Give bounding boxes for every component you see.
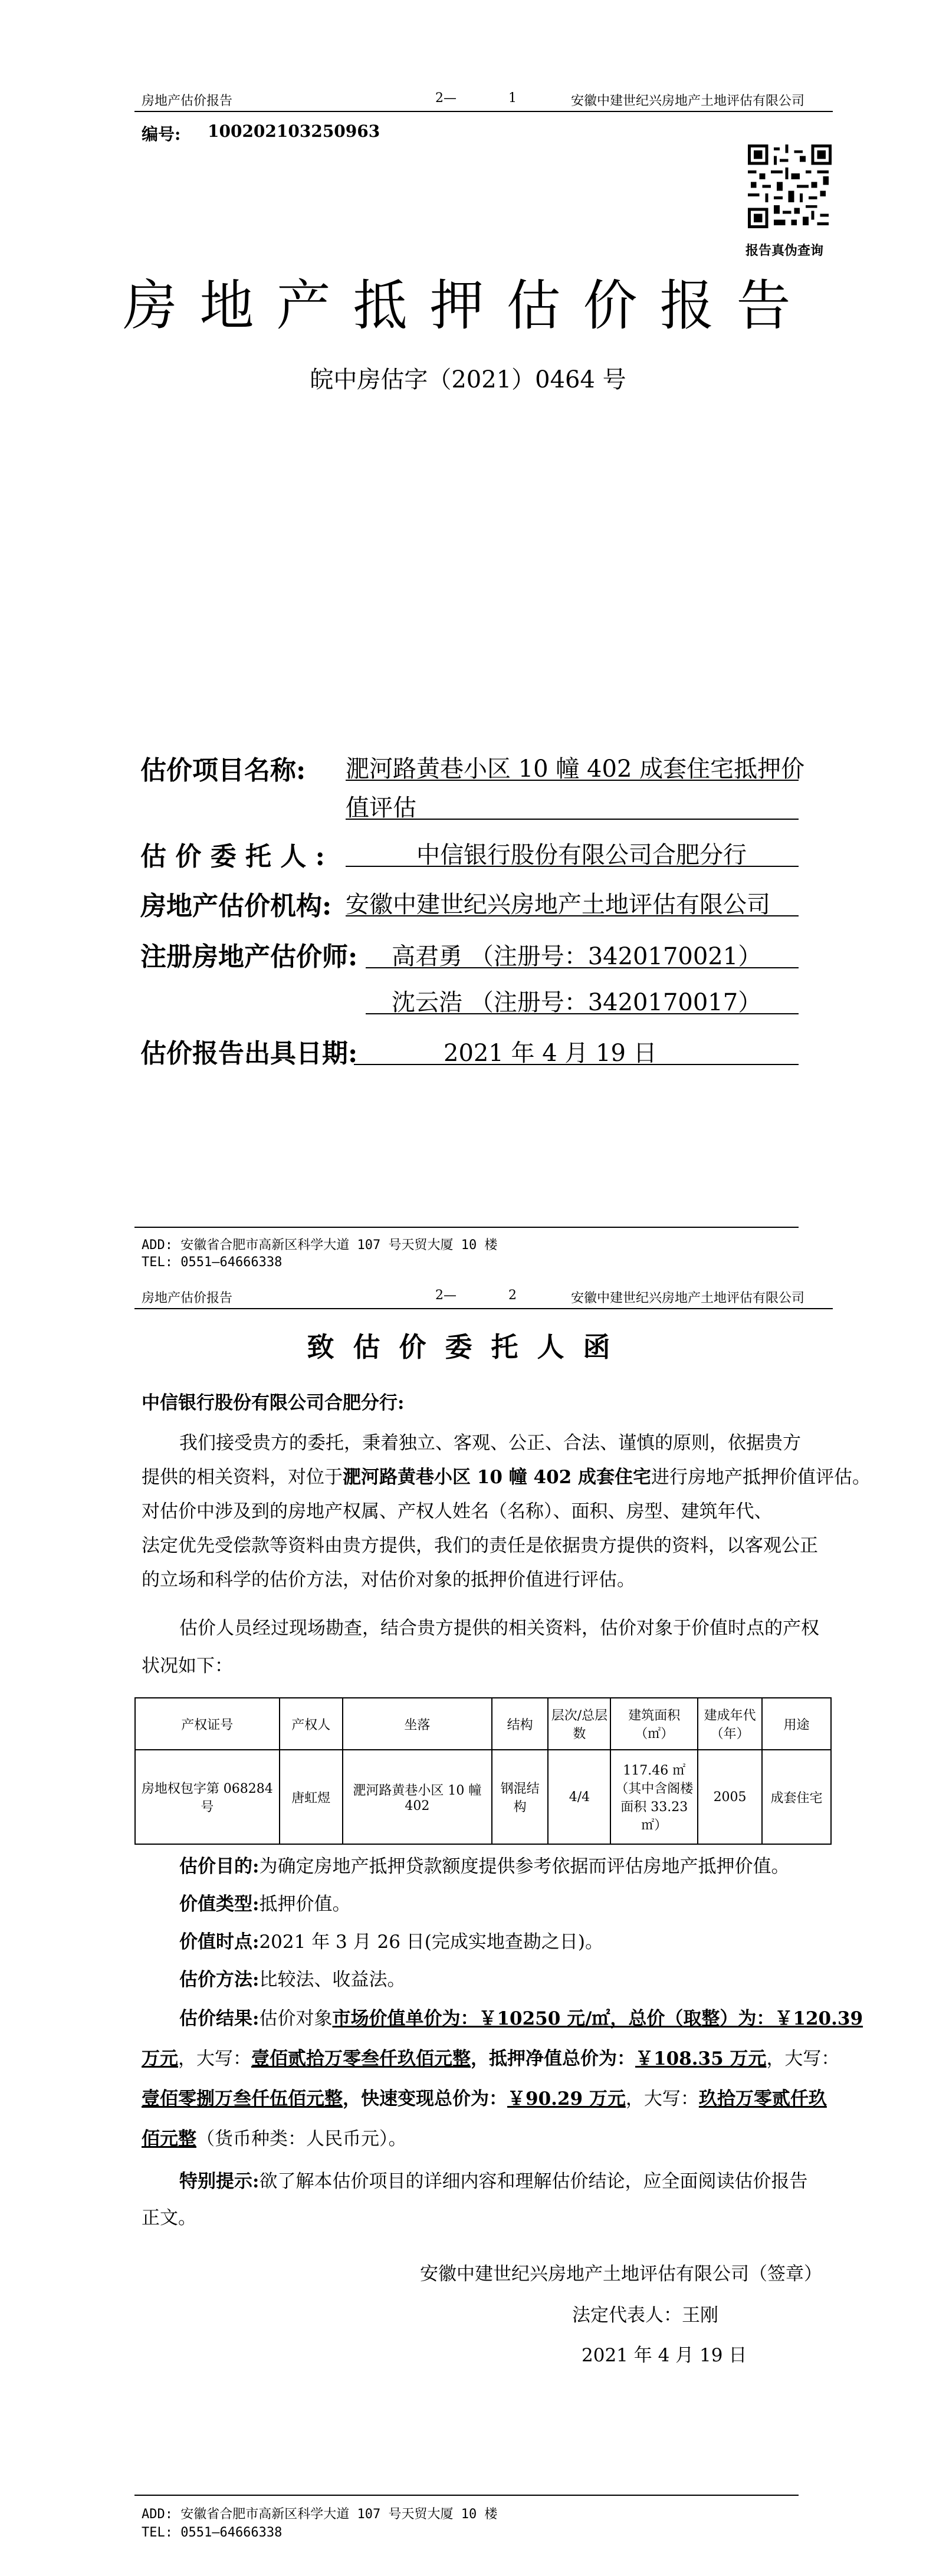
net-value-label: ，抵押净值总价为： xyxy=(471,2048,635,2069)
table-header: 建成年代（年） xyxy=(698,1698,762,1750)
market-value: 市场价值单价为：￥10250 元/㎡，总价（取整）为：￥120.39 xyxy=(332,2008,863,2029)
date-label: 估价报告出具日期: xyxy=(140,1039,358,1069)
property-address: 淝河路黄巷小区 10 幢 402 成套住宅 xyxy=(343,1467,652,1488)
signature-date: 2021 年 4 月 19 日 xyxy=(582,2345,747,2366)
appraiser-2: 沈云浩 （注册号：3420170017） xyxy=(392,989,762,1016)
market-value-unit: 万元 xyxy=(142,2048,178,2069)
table-cell: 117.46 ㎡（其中含阁楼面积 33.23 ㎡） xyxy=(610,1750,698,1844)
header-company: 安徽中建世纪兴房地产土地评估有限公司 xyxy=(571,94,805,109)
result-text: ，大写： xyxy=(766,2048,840,2069)
para1-line5: 的立场和科学的估价方法，对估价对象的抵押价值进行评估。 xyxy=(142,1569,635,1591)
client-underline xyxy=(346,866,799,867)
currency-note: （货币种类：人民币元）。 xyxy=(196,2128,407,2150)
footer-address: ADD: 安徽省合肥市高新区科学大道 107 号天贸大厦 10 楼 xyxy=(142,1238,498,1253)
result-line2 xyxy=(142,2042,839,2076)
letter-title: 致估价委托人函 xyxy=(307,1331,629,1363)
table-header: 产权人 xyxy=(280,1698,343,1750)
table-cell: 淝河路黄巷小区 10 幢 402 xyxy=(343,1750,492,1844)
project-value: 淝河路黄巷小区 10 幢 402 成套住宅抵押价 xyxy=(346,755,805,783)
type-value: 抵押价值。 xyxy=(259,1894,351,1915)
client-value: 中信银行股份有限公司合肥分行 xyxy=(416,842,747,869)
agency-value: 安徽中建世纪兴房地产土地评估有限公司 xyxy=(346,891,770,918)
para2-line2: 状况如下： xyxy=(142,1655,233,1677)
signature-company: 安徽中建世纪兴房地产土地评估有限公司（签章） xyxy=(420,2263,822,2285)
serial-label: 编号: xyxy=(142,124,181,144)
project-underline-2 xyxy=(346,819,799,820)
para1-line3: 对估价中涉及到的房地产权属、产权人姓名（名称）、面积、房型、建筑年代、 xyxy=(142,1501,773,1522)
table-header: 坐落 xyxy=(343,1698,492,1750)
date-underline xyxy=(354,1064,799,1065)
table-header: 用途 xyxy=(762,1698,831,1750)
notice-label: 特别提示: xyxy=(179,2171,260,2192)
header-page: 2— xyxy=(435,91,456,106)
notice-line1 xyxy=(179,2164,807,2199)
header-title: 房地产估价报告 xyxy=(142,94,233,109)
qr-caption: 报告真伪查询 xyxy=(745,243,824,258)
report-title: 房地产抵押估价报告 xyxy=(123,274,813,337)
footer-address: ADD: 安徽省合肥市高新区科学大道 107 号天贸大厦 10 楼 xyxy=(142,2507,498,2522)
header-title: 房地产估价报告 xyxy=(142,1291,233,1306)
footer-tel: TEL: 0551—64666338 xyxy=(142,2525,283,2540)
footer-rule xyxy=(134,2495,799,2496)
method-line xyxy=(179,1963,405,1997)
table-header: 结构 xyxy=(492,1698,549,1750)
table-cell: 成套住宅 xyxy=(762,1750,831,1844)
letter-addressee: 中信银行股份有限公司合肥分行: xyxy=(142,1392,405,1414)
result-text: ，大写： xyxy=(178,2048,251,2069)
footer-rule xyxy=(134,1227,799,1228)
para1-line4: 法定优先受偿款等资料由贵方提供，我们的责任是依据贵方提供的资料，以客观公正 xyxy=(142,1535,818,1556)
method-value: 比较法、收益法。 xyxy=(259,1969,406,1990)
table-cell: 钢混结构 xyxy=(492,1750,549,1844)
quick-sale-label: ，快速变现总价为： xyxy=(343,2088,507,2110)
header-company: 安徽中建世纪兴房地产土地评估有限公司 xyxy=(571,1291,805,1306)
notice-text: 欲了解本估价项目的详细内容和理解估价结论，应全面阅读估价报告 xyxy=(259,2171,808,2192)
method-label: 估价方法: xyxy=(179,1969,260,1990)
result-line1 xyxy=(179,2002,863,2036)
purpose-line xyxy=(179,1849,789,1884)
market-value-words: 壹佰贰拾万零叁仟玖佰元整 xyxy=(251,2048,471,2069)
notice-line2: 正文。 xyxy=(142,2207,196,2229)
header-rule xyxy=(134,1308,833,1309)
project-label: 估价项目名称: xyxy=(140,755,306,786)
purpose-label: 估价目的: xyxy=(179,1856,260,1877)
net-value-words: 壹佰零捌万叁仟伍佰元整 xyxy=(142,2088,343,2110)
header-rule xyxy=(134,111,833,112)
para2-line1: 估价人员经过现场勘查，结合贵方提供的相关资料，估价对象于价值时点的产权 xyxy=(179,1618,819,1639)
client-label: 估 价 委 托 人 : xyxy=(140,842,325,872)
time-value: 2021 年 3 月 26 日(完成实地查勘之日)。 xyxy=(259,1931,603,1953)
project-value-cont: 值评估 xyxy=(346,794,416,822)
para1-line1: 我们接受贵方的委托，秉着独立、客观、公正、合法、谨慎的原则，依据贵方 xyxy=(179,1432,801,1454)
result-text: 估价对象 xyxy=(259,2008,333,2029)
result-label: 估价结果: xyxy=(179,2008,260,2029)
legal-representative: 法定代表人：王刚 xyxy=(572,2305,718,2326)
header-page-number: 1 xyxy=(508,91,517,106)
result-text: ，大写： xyxy=(625,2088,699,2110)
footer-tel: TEL: 0551—64666338 xyxy=(142,1255,283,1270)
para1-line2-pre: 提供的相关资料，对位于 xyxy=(142,1467,343,1488)
appraiser-underline-1 xyxy=(366,967,799,968)
result-line3 xyxy=(142,2082,827,2116)
result-line4 xyxy=(142,2122,407,2156)
type-label: 价值类型: xyxy=(179,1894,260,1915)
para1-line2 xyxy=(142,1460,871,1494)
agency-underline xyxy=(346,915,799,916)
project-underline xyxy=(346,780,799,781)
quick-sale-words: 玖拾万零贰仟玖 xyxy=(698,2088,827,2110)
table-cell: 4/4 xyxy=(548,1750,610,1844)
agency-label: 房地产估价机构: xyxy=(140,891,332,921)
header-page: 2— xyxy=(435,1288,456,1303)
appraiser-label: 注册房地产估价师: xyxy=(140,942,358,972)
appraiser-1: 高君勇 （注册号：3420170021） xyxy=(392,943,762,970)
table-row xyxy=(135,1750,831,1844)
qr-code-icon[interactable] xyxy=(748,144,832,228)
net-value: ￥108.35 万元 xyxy=(635,2048,767,2069)
date-value: 2021 年 4 月 19 日 xyxy=(444,1040,657,1067)
table-cell: 2005 xyxy=(698,1750,762,1844)
quick-sale-value: ￥90.29 万元 xyxy=(507,2088,626,2110)
table-cell: 房地权包字第 068284 号 xyxy=(135,1750,280,1844)
table-header: 建筑面积（㎡） xyxy=(610,1698,698,1750)
purpose-value: 为确定房地产抵押贷款额度提供参考依据而评估房地产抵押价值。 xyxy=(259,1856,790,1877)
time-line xyxy=(179,1925,603,1959)
property-table xyxy=(134,1697,832,1845)
report-number: 皖中房估字（2021）0464 号 xyxy=(310,366,626,393)
time-label: 价值时点: xyxy=(179,1931,260,1953)
table-header-row xyxy=(135,1698,831,1750)
appraiser-underline-2 xyxy=(366,1013,799,1014)
table-header: 层次/总层数 xyxy=(548,1698,610,1750)
table-header: 产权证号 xyxy=(135,1698,280,1750)
header-page-number: 2 xyxy=(508,1288,517,1303)
para1-line2-post: 进行房地产抵押价值评估。 xyxy=(651,1467,871,1488)
serial-number: 100202103250963 xyxy=(208,121,380,141)
quick-sale-words-cont: 佰元整 xyxy=(142,2128,196,2150)
type-line xyxy=(179,1887,350,1921)
table-cell: 唐虹煜 xyxy=(280,1750,343,1844)
